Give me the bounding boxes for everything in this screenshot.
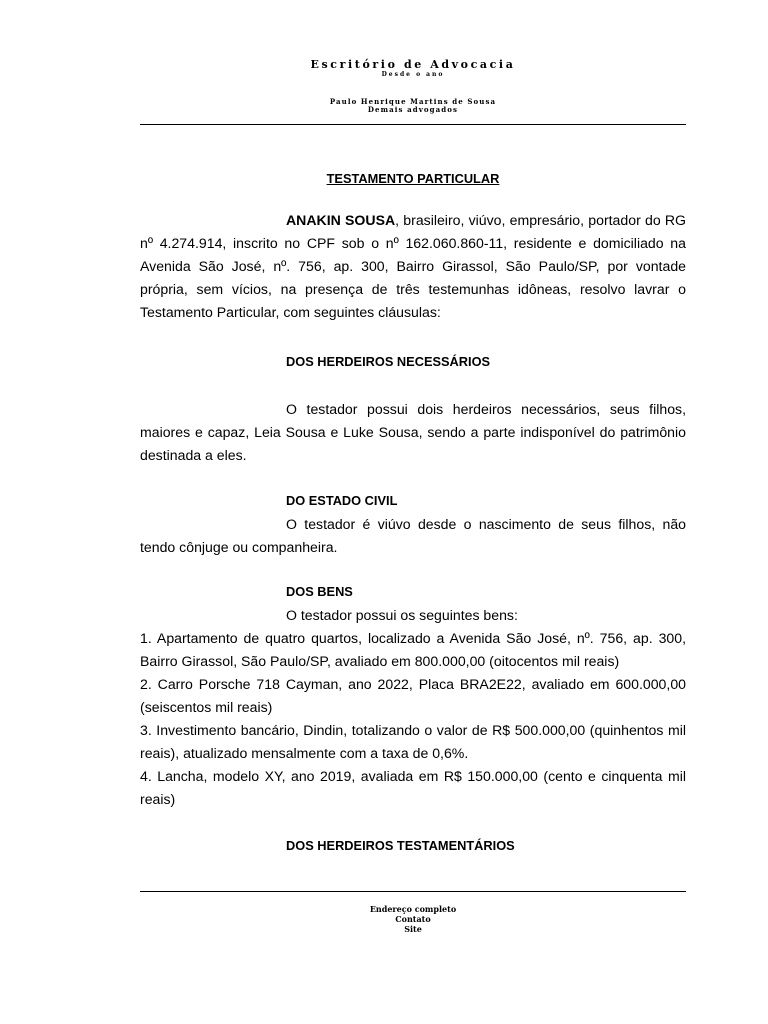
firm-since: Desde o ano [381,71,445,78]
bens-intro: O testador possui os seguintes bens: [286,607,518,623]
heading-herdeiros-testamentarios: DOS HERDEIROS TESTAMENTÁRIOS [286,838,515,853]
lawyer-names [140,98,686,114]
heading-herdeiros-necessarios: DOS HERDEIROS NECESSÁRIOS [286,354,491,369]
testator-name: ANAKIN SOUSA [286,212,396,228]
intro-paragraph [140,209,686,324]
footer-address: Endereço completo [369,904,457,914]
bens-item: 3. Investimento bancário, Dindin, totalizando o valor de R$ 500.000,00 (quinhentos mil reais), atualizado mensalmente com a taxa de 0,6%. [140,722,686,761]
lawyer-name: Paulo Henrique Martins de Sousa [329,97,497,106]
bens-item: 2. Carro Porsche 718 Cayman, ano 2022, Placa BRA2E22, avaliado em 600.000,00 (seiscentos mil reais) [140,676,686,715]
text-estado-civil: O testador é viúvo desde o nascimento de seus filhos, não tendo cônjuge ou companheira. [140,516,686,555]
heading-estado-civil: DO ESTADO CIVIL [286,493,398,508]
firm-name: Escritório de Advocacia [310,58,516,71]
heading-bens: DOS BENS [286,584,353,599]
text-herdeiros-necessarios: O testador possui dois herdeiros necessários, seus filhos, maiores e capaz, Leia Sousa e Luke Sousa, sendo a parte indisponível do patrimônio destinada a eles. [140,401,686,463]
intro-text: , brasileiro, viúvo, empresário, portador do RG nº 4.274.914, inscrito no CPF sob o nº 162.060.860-11, residente e domiciliado na Avenida São José, nº. 756, ap. 300, Bairro Girassol, São Paulo/SP, por vontade própria, sem vícios, na presença de três testemunhas idôneas, resolvo lavrar o Testamento Particular, com seguintes cláusulas: [140,212,687,320]
footer [140,904,686,934]
paragraph-herdeiros-necessarios [140,398,686,467]
paragraph-estado-civil [140,513,686,559]
footer-site: Site [404,924,422,934]
bens-item: 4. Lancha, modelo XY, ano 2019, avaliada em R$ 150.000,00 (cento e cinquenta mil reais) [140,768,686,807]
bens-item: 1. Apartamento de quatro quartos, localizado a Avenida São José, nº. 756, ap. 300, Bairro Girassol, São Paulo/SP, avaliado em 800.000,00 (oitocentos mil reais) [140,630,686,669]
other-lawyers: Demais advogados [367,105,459,114]
header-divider [140,124,686,125]
list-bens [140,604,686,811]
document-title: TESTAMENTO PARTICULAR [326,171,500,186]
footer-divider [140,891,686,892]
footer-contact: Contato [395,914,431,924]
